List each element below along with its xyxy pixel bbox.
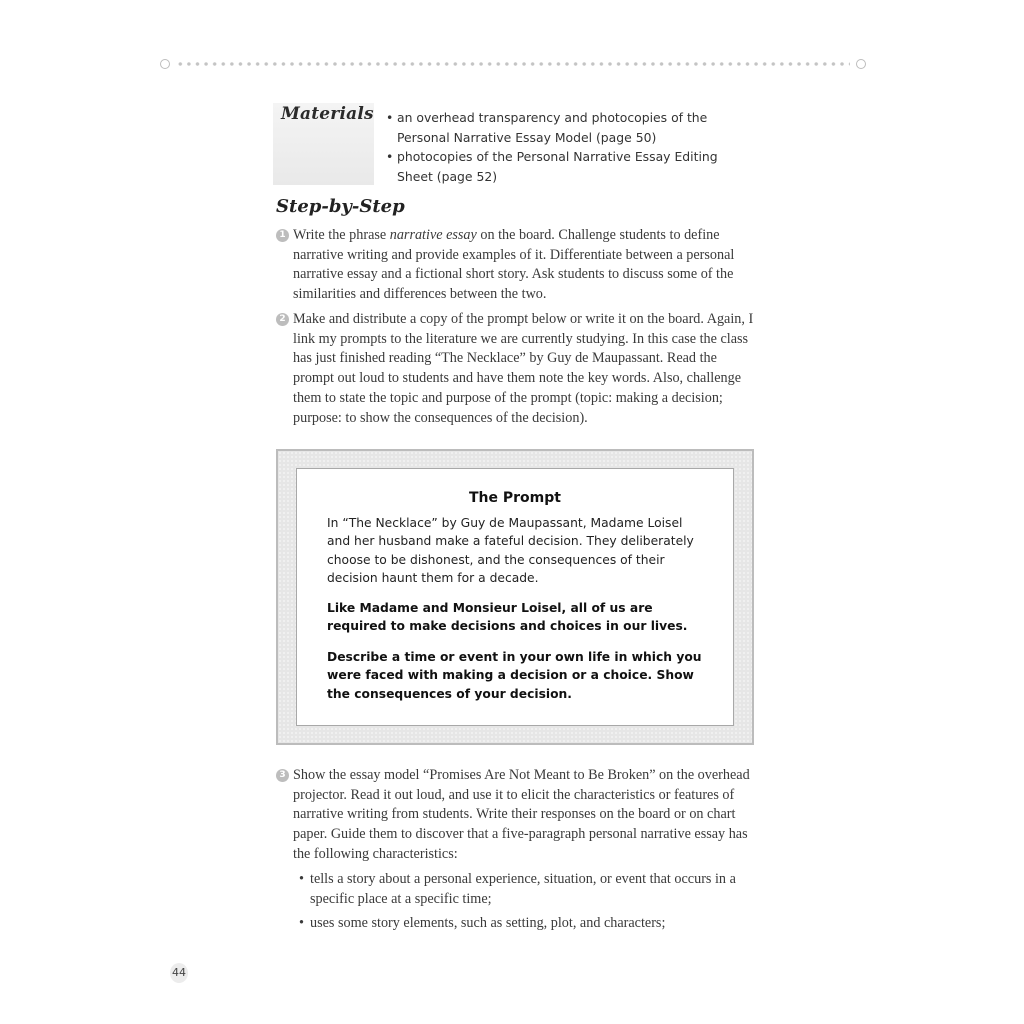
characteristic-item	[299, 914, 739, 934]
step-text: Show the essay model “Promises Are Not Meant to Be Broken” on the overhead projector. Read it out loud, and use it to elicit the characteristics or features of narrative writing from students. Write their responses on the board or on chart paper. Guide them to discover that a five-paragraph personal narrative essay has the following characteristics:	[293, 767, 750, 862]
step-number-badge: 1	[276, 229, 289, 242]
swirl-ornament-right	[856, 59, 866, 69]
decorative-header-rule	[160, 58, 866, 70]
bullet-icon: •	[299, 915, 304, 931]
characteristic-text: uses some story elements, such as setting, plot, and characters;	[310, 915, 666, 931]
step-3	[276, 766, 756, 865]
step-body	[293, 226, 756, 305]
step-text: Make and distribute a copy of the prompt below or write it on the board. Again, I link my prompts to the literature we are currently studying. In this case the class has just finished reading “The Necklace” by Guy de Maupassant. Read the prompt out loud to students and have them note the key words. Also, challenge them to state the topic and purpose of the prompt (topic: making a decision; purpose: to show the consequences of the decision).	[293, 311, 754, 426]
step-text: Write the phrase	[293, 227, 390, 243]
materials-list	[386, 108, 746, 186]
bullet-icon: •	[299, 871, 304, 887]
prompt-intro: In “The Necklace” by Guy de Maupassant, Madame Loisel and her husband make a fateful decision. They deliberately choose to be dishonest, and the consequences of their decision haunt them for a decade.	[327, 516, 694, 586]
characteristic-text: tells a story about a personal experience, situation, or event that occurs in a specific place at a specific time;	[310, 871, 736, 907]
page-number: 44	[170, 963, 188, 983]
prompt-statement: Like Madame and Monsieur Loisel, all of us are required to make decisions and choices in our lives.	[327, 601, 688, 634]
materials-item: • an overhead transparency and photocopies of the Personal Narrative Essay Model (page 50)	[386, 108, 746, 147]
step-text: on the board. Challenge students to define narrative writing and provide examples of it. Differentiate between a personal narrative essay and a fictional short story. Ask students to discuss some of the similarities and differences between the two.	[293, 227, 735, 303]
step-emphasis: narrative essay	[389, 227, 477, 243]
characteristic-item	[299, 870, 739, 909]
step-by-step-heading: Step-by-Step	[276, 196, 405, 217]
prompt-title: The Prompt	[469, 490, 561, 506]
step-number-badge: 3	[276, 769, 289, 782]
step-1	[276, 226, 756, 305]
prompt-task: Describe a time or event in your own life in which you were faced with making a decision or a choice. Show the consequences of your decision.	[327, 650, 702, 701]
step-2	[276, 310, 756, 428]
swirl-ornament-left	[160, 59, 170, 69]
materials-heading: Materials	[281, 104, 374, 124]
materials-item: • photocopies of the Personal Narrative Essay Editing Sheet (page 52)	[386, 147, 746, 186]
dotted-line	[176, 62, 850, 66]
step-number-badge: 2	[276, 313, 289, 326]
